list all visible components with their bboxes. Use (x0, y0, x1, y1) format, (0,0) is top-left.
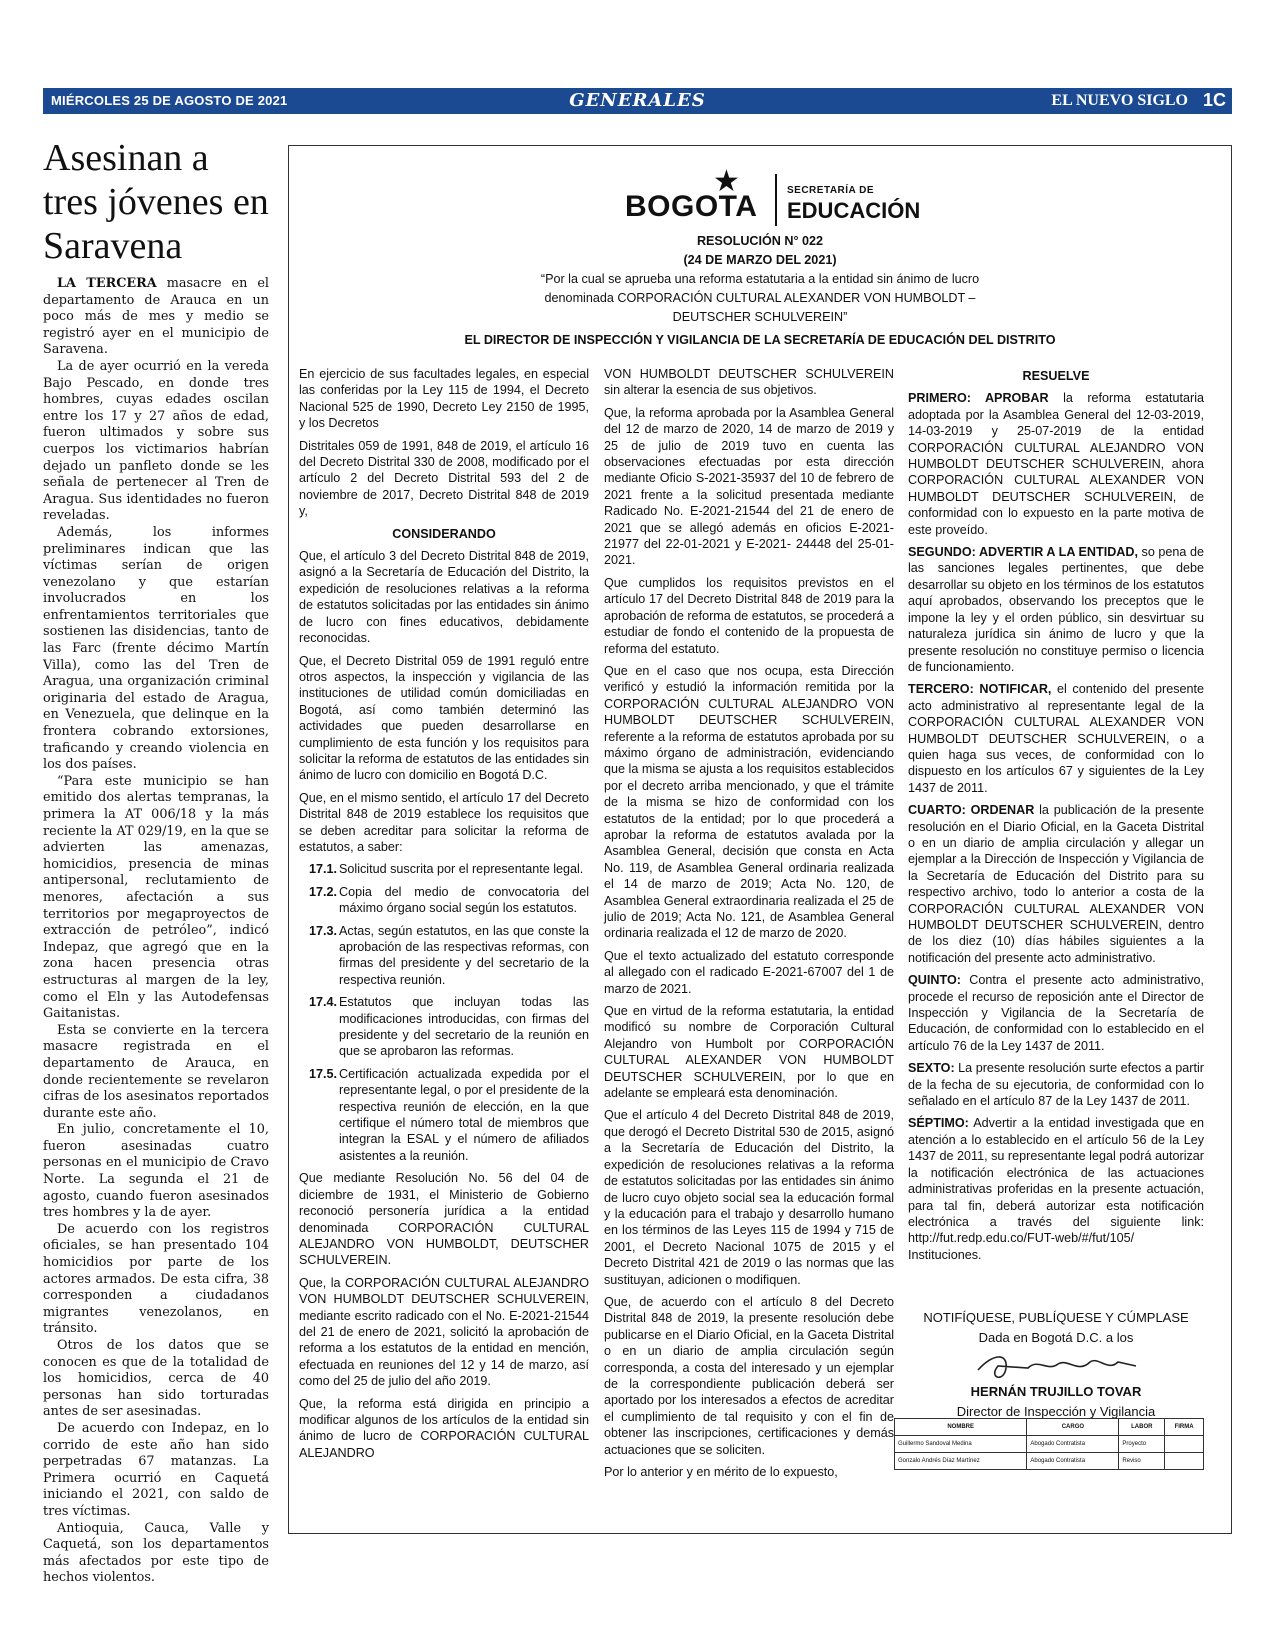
preamble: Distritales 059 de 1991, 848 de 2019, el artículo 16 del Decreto Distrital 330 de 2008, modificado por el artículo 2 del Decreto Distrital 593 del 2 de noviembre de 2017, Decreto Distrital 848 de 2019 y, (299, 438, 589, 519)
logo-divider (775, 174, 777, 226)
resolution-column-1 (299, 366, 589, 1467)
article-text: so pena de las sanciones legales pertinentes, que debe desarrollar su objeto en los términos de los estatutos aquí aprobados, observando los preceptos que le impone la ley y el orden público, sin desvirtuar su naturaleza jurídica sin ánimo de lucro y que la presente resolución no constituye permiso o licencia de funcionamiento. (908, 545, 1205, 674)
article-tercero (908, 681, 1204, 796)
article-cuarto (908, 802, 1204, 966)
closing-formula: NOTIFÍQUESE, PUBLÍQUESE Y CÚMPLASE (923, 1310, 1189, 1325)
requirement-text: Solicitud suscrita por el representante legal. (339, 862, 584, 877)
considerando-paragraph: Que, de acuerdo con el artículo 8 del Decreto Distrital 848 de 2019, la presente resolución debe publicarse en el Diario Oficial, en la Gaceta Distrital o en un diario de amplia circulación según corresponda, a costa del interesado y un ejemplar de la correspondiente publicación deberá ser aportado por los interesados a efectos de acreditar el cumplimiento de tal requisito y con el fin de obtener las inscripciones, certificaciones y demás actuaciones que se soliciten. (604, 1294, 894, 1457)
story-paragraph: Esta se convierte en la tercera masacre registrada en el departamento de Arauca, en donde recientemente se revelaron cifras de los asesinatos reportados durante este año. (43, 1022, 269, 1121)
considerando-paragraph: Que mediante Resolución No. 56 del 04 de diciembre de 1931, el Ministerio de Gobierno reconoció personería jurídica a la entidad denominada CORPORACIÓN CULTURAL ALEJANDRO VON HUMBOLDT, DEUTSCHER SCHULVEREIN. (299, 1171, 589, 1268)
article-label: QUINTO: (908, 973, 961, 988)
table-header: FIRMA (1165, 1419, 1204, 1436)
table-header: LABOR (1119, 1419, 1165, 1436)
considerando-paragraph: Por lo anterior y en mérito de lo expuesto, (604, 1465, 838, 1479)
article-label: SÉPTIMO: (908, 1116, 969, 1131)
considerando-paragraph: Que, la CORPORACIÓN CULTURAL ALEJANDRO VON HUMBOLDT DEUTSCHER SCHULVEREIN, mediante escrito radicado con el No. E-2021-21544 del 21 de enero de 2021, solicitó la aprobación de reforma a los estatutos de la entidad en mención, efectuada en reuniones del 12 y 14 de marzo, así como del 25 de julio del año 2019. (299, 1275, 589, 1389)
requirement-item (299, 923, 589, 989)
handwritten-signature (908, 1348, 1204, 1382)
resolution-notice (288, 145, 1232, 1534)
considerando-paragraph: Que, la reforma está dirigida en principio a modificar algunos de los artículos de la entidad sin ánimo de lucro de CORPORACIÓN CULTURAL ALEJANDRO (299, 1396, 589, 1460)
article-text: la reforma estatutaria adoptada por la Asamblea General del 12-03-2019, 14-03-2019 y 25-07-2019 de la entidad CORPORACIÓN CULTURAL ALEJANDRO VON HUMBOLDT DEUTSCHER SCHULVEREIN, ahora CORPORACIÓN CULTURAL ALEXANDER VON HUMBOLDT DEUTSCHER SCHULVEREIN, de conformidad con lo expuesto en la parte motiva de este proveído. (908, 391, 1205, 537)
article-text: Contra el presente acto administrativo, procede el recurso de reposición ante el Director de Inspección y Vigilancia de la Secretaría de Educación, de conformidad con lo establecido en el artículo 76 de la Ley 1437 de 2011. (908, 973, 1204, 1053)
requirement-item (299, 994, 589, 1060)
article-label: TERCERO: NOTIFICAR, (908, 682, 1052, 697)
article-text: la publicación de la presente resolución en el Diario Oficial, en la Gaceta Distrital o en un diario de amplia circulación y allegar un ejemplar a la Dirección de Inspección y Vigilancia de la Secretaría de Educación del Distrito para su respectivo archivo, todo lo anterior a costa de la CORPORACIÓN CULTURAL ALEXANDER VON HUMBOLDT DEUTSCHER SCHULVEREIN, dentro de los diez (10) días hábiles siguientes a la notificación del presente acto administrativo. (908, 803, 1204, 965)
requirement-number: 17.4. (309, 995, 338, 1010)
requirement-item (299, 1066, 589, 1164)
article-label: SEXTO: (908, 1061, 955, 1076)
requirement-text: Copia del medio de convocatoria del máximo órgano social según los estatutos. (339, 884, 589, 916)
resolution-date: (24 DE MARZO DEL 2021) (683, 253, 837, 267)
requirement-item (299, 861, 589, 877)
review-table (894, 1418, 1204, 1470)
logo-educacion: EDUCACIÓN (787, 198, 921, 223)
article-quinto (908, 972, 1204, 1054)
resolution-subject-1: “Por la cual se aprueba una reforma estatutaria a la entidad sin ánimo de lucro (540, 272, 980, 286)
article-label: PRIMERO: APROBAR (908, 391, 1049, 406)
logo-city: BOGOTA (625, 190, 758, 223)
considerando-paragraph: Que el texto actualizado del estatuto corresponde al allegado con el radicado E-2021-67007 del 1 de marzo de 2021. (604, 948, 894, 996)
story-lead (43, 276, 269, 359)
considerando-paragraph: Que en el caso que nos ocupa, esta Dirección verificó y estudió la información remitida por la CORPORACIÓN CULTURAL ALEJANDRO VON HUMBOLDT DEUTSCHER SCHULVEREIN, referente a la reforma de estatutos aprobada por su máximo órgano de administración, evidenciando que la misma se ajusta a los requisitos establecidos por el decreto arriba mencionado, y que el trámite de la misma se hizo de conformidad con los estatutos de la entidad; por lo que procederá a aprobar la reforma de estatutos avalada por la Asamblea General, decisión que consta en Acta No. 119, de Asamblea General ordinaria realizada el 14 de marzo de 2019; Acta No. 120, de Asamblea General extraordinaria realizada el 25 de julio de 2019; Acta No. 121, de Asamblea General ordinaria realizada el 12 de marzo de 2020. (604, 663, 894, 941)
resolution-column-2 (604, 366, 894, 1486)
considerando-paragraph: VON HUMBOLDT DEUTSCHER SCHULVEREIN sin alterar la esencia de sus objetivos. (604, 367, 894, 398)
requirement-item (299, 884, 589, 917)
news-story (43, 136, 269, 1587)
masthead (43, 88, 1232, 114)
story-paragraph: De acuerdo con Indepaz, en lo corrido de este año han sido perpetradas 67 matanzas. La Primera ocurrió en Caquetá iniciando el 2021, con saldo de tres víctimas. (43, 1420, 269, 1519)
requirement-text: Certificación actualizada expedida por el representante legal, o por el presidente de la respectiva reunión de elección, en la que certifique el número total de miembros que integran la ESAL y el número de afiliados asistentes a la reunión. (339, 1066, 589, 1163)
bogota-education-logo (625, 160, 925, 230)
story-paragraph: De acuerdo con los registros oficiales, se han presentado 104 homicidios por parte de los actores armados. De esta cifra, 38 corresponden a ciudadanos migrantes venezolanos, en tránsito. (43, 1221, 269, 1337)
table-cell (1165, 1453, 1204, 1470)
logo-secretaria: SECRETARÍA DE (787, 185, 875, 196)
story-paragraph: Antioquia, Cauca, Valle y Caquetá, son los departamentos más afectados por este tipo de hechos violentos. (43, 1520, 269, 1586)
signer-role: Director de Inspección y Vigilancia (956, 1404, 1156, 1419)
table-header: CARGO (1027, 1419, 1119, 1436)
article-text: La presente resolución surte efectos a partir de la fecha de su ejecutoria, de conformidad con lo señalado en el artículo 87 de la Ley 1437 de 2011. (908, 1061, 1204, 1109)
story-headline: Asesinan a tres jóvenes en Saravena (43, 137, 269, 267)
article-segundo (908, 544, 1204, 675)
story-paragraph: La de ayer ocurrió en la vereda Bajo Pescado, en donde tres hombres, cuyas edades oscilan entre los 17 y 27 años de edad, fueron ultimados y sobre sus cuerpos los victimarios habrían dejado un panfleto donde se les señala de pertenecer al Tren de Aragua. Sus identidades no fueron reveladas. (43, 358, 269, 524)
requirement-number: 17.1. (309, 862, 338, 877)
article-text: el contenido del presente acto administrativo al representante legal de la CORPORACIÓN CULTURAL ALEXANDER VON HUMBOLDT DEUTSCHER SCHULVEREIN, o a quien haga sus veces, de conformidad con lo dispuesto en los artículos 67 y siguientes de la Ley 1437 de 2011. (908, 682, 1205, 795)
signer-name: HERNÁN TRUJILLO TOVAR (970, 1384, 1142, 1399)
section-name: GENERALES (569, 90, 706, 111)
article-text: Advertir a la entidad investigada que en atención a lo establecido en el artículo 56 de la Ley 1437 de 2011, su representante legal podrá autorizar la notificación electrónica de las actuaciones administrativas proferidas en la presente actuación, para tal fin, deberá autorizar esta notificación electrónica a través del siguiente link: http://fut.redp.edu.co/FUT-web/#/fut/105/ Instituciones. (908, 1116, 1204, 1262)
table-row (895, 1453, 1204, 1470)
story-paragraph: Otros de los datos que se conocen es que de la totalidad de los homicidios, cerca de 40 personas han sido torturadas antes de ser asesinadas. (43, 1338, 269, 1420)
considerando-paragraph: Que, la reforma aprobada por la Asamblea General del 12 de marzo de 2020, 14 de marzo de 2019 y 25 de julio de 2019 tuvo en cuenta las observaciones efectuadas por esta dirección mediante Oficio S-2021-35937 del 10 de febrero de 2021 frente a la solicitud presentada mediante Radicado No. E-2021-21544 del 21 de enero de 2021 que se allegó además en oficios E-2021-21977 del 22-01-2021 y E-2021- 24448 del 25-01-2021. (604, 405, 894, 568)
newspaper-name: EL NUEVO SIGLO (1051, 92, 1188, 109)
table-cell (1165, 1436, 1204, 1453)
lead-word: LA TERCERA (57, 276, 157, 291)
article-septimo (908, 1115, 1204, 1263)
considerando-paragraph: Que, el Decreto Distrital 059 de 1991 reguló entre otros aspectos, la inspección y vigilancia de las instituciones de utilidad común domiciliadas en Bogotá, así como también determinó las actividades que pueden desarrollarse en cumplimiento de esta función y los requisitos para solicitar la reforma de estatutos de las entidades sin ánimo de lucro con domicilio en Bogotá D.C. (299, 653, 589, 783)
lead-text: masacre en el departamento de Arauca en un poco más de mes y medio se registró ayer en el municipio de Saravena. (43, 276, 269, 358)
issue-place: Dada en Bogotá D.C. a los (978, 1330, 1134, 1345)
table-cell: Proyecto (1119, 1436, 1165, 1453)
star-icon: ★ (713, 165, 740, 198)
table-cell: Guillermo Sandoval Medina (895, 1436, 1027, 1453)
story-paragraph: Además, los informes preliminares indican que las víctimas serían de origen venezolano y que estarían involucrados en los enfrentamientos territoriales que sostienen las disidencias, tanto de las Farc (frente décimo Martín Villa), como las del Tren de Aragua, una organización criminal originaria del estado de Aragua, en Venezuela, que delinque en la frontera cobrando extorsiones, traficando y creando violencia en los dos países. (43, 524, 269, 773)
article-primero (908, 390, 1204, 538)
considerando-heading: CONSIDERANDO (392, 526, 496, 541)
table-cell: Reviso (1119, 1453, 1165, 1470)
resolution-column-3 (908, 366, 1204, 1269)
considerando-paragraph: Que el artículo 4 del Decreto Distrital 848 de 2019, que derogó el Decreto Distrital 530 de 2015, asignó a la Secretaría de Educación del Distrito, la expedición de resoluciones relativas a la reforma de estatutos solicitadas por las entidades sin ánimo de lucro cuyo objeto social sea la educación formal y la educación para el trabajo y desarrollo humano en los términos de las Leyes 115 de 1994 y 715 de 2001, el Decreto Nacional 1075 de 2015 y el Decreto Distrital 421 de 2019 o las normas que las sustituyan, adicionen o modifiquen. (604, 1108, 894, 1287)
resolution-subject-3: DEUTSCHER SCHULVEREIN” (672, 310, 848, 324)
table-cell: Abogado Contratista (1027, 1453, 1119, 1470)
article-label: SEGUNDO: ADVERTIR A LA ENTIDAD, (908, 545, 1138, 560)
considerando-paragraph: Que en virtud de la reforma estatutaria, la entidad modificó su nombre de Corporación Cultural Alejandro von Humbolt por CORPORACIÓN CULTURAL ALEXANDER VON HUMBOLDT DEUTSCHER SCHULVEREIN, por lo que en adelante se empleará esta denominación. (604, 1004, 894, 1101)
story-paragraph: “Para este municipio se han emitido dos alertas tempranas, la primera la AT 006/18 y la más reciente la AT 029/19, en la que se advierten las amenazas, homicidios, presencia de minas antipersonal, reclutamiento de menores, afectación a sus territorios por megaproyectos de extracción de petróleo”, indicó Indepaz, que agregó que en la zona hacen presencia otras estructuras al margen de la ley, como el Eln y las Autodefensas Gaitanistas. (43, 773, 269, 1022)
table-cell: Abogado Contratista (1027, 1436, 1119, 1453)
issue-date: MIÉRCOLES 25 DE AGOSTO DE 2021 (51, 93, 288, 108)
story-paragraph: En julio, concretamente el 10, fueron asesinadas cuatro personas en el municipio de Cravo Norte. La segunda el 21 de agosto, cuando fueron asesinados tres hombres y la de ayer. (43, 1122, 269, 1221)
article-label: CUARTO: ORDENAR (908, 803, 1035, 818)
table-row (895, 1436, 1204, 1453)
resolution-header (289, 232, 1231, 350)
requirement-text: Actas, según estatutos, en las que conste la aprobación de las respectivas reformas, con firmas del presidente y del secretario de la respectiva reunión. (339, 923, 589, 987)
considerando-paragraph: Que cumplidos los requisitos previstos en el artículo 17 del Decreto Distrital 848 de 2019 para la aprobación de reforma de estatutos, se procederá a estudiar de fondo el contenido de la propuesta de reforma del estatuto. (604, 575, 894, 656)
requirement-number: 17.2. (309, 884, 338, 899)
signature-block (908, 1308, 1204, 1422)
requirement-number: 17.5. (309, 1066, 338, 1081)
director-heading: EL DIRECTOR DE INSPECCIÓN Y VIGILANCIA DE LA SECRETARÍA DE EDUCACIÓN DEL DISTRITO (464, 333, 1056, 347)
page-number: 1C (1202, 90, 1226, 110)
considerando-paragraph: Que, el artículo 3 del Decreto Distrital 848 de 2019, asignó a la Secretaría de Educación del Distrito, la expedición de resoluciones relativas a la reforma de estatutos solicitadas por las entidades sin ánimo de lucro con fines educativos, debidamente reconocidas. (299, 549, 589, 646)
table-cell: Gonzalo Andrés Díaz Martínez (895, 1453, 1027, 1470)
article-sexto (908, 1060, 1204, 1109)
table-header: NOMBRE (895, 1419, 1027, 1436)
resuelve-heading: RESUELVE (1022, 369, 1090, 383)
resolution-number: RESOLUCIÓN N° 022 (696, 234, 824, 248)
requirement-number: 17.3. (309, 923, 338, 938)
considerando-paragraph: Que, en el mismo sentido, el artículo 17 del Decreto Distrital 848 de 2019 establece los requisitos que se deben acreditar para solicitar la reforma de estatutos, a saber: (299, 790, 589, 854)
preamble: En ejercicio de sus facultades legales, en especial las conferidas por la Ley 115 de 1994, el Decreto Nacional 525 de 1990, Decreto Ley 2150 de 1995, y los Decretos (299, 367, 589, 431)
requirement-text: Estatutos que incluyan todas las modificaciones introducidas, con firmas del presidente y del secretario de la reunión en que se aprobaron las reformas. (339, 995, 589, 1059)
resolution-subject-2: denominada CORPORACIÓN CULTURAL ALEXANDER VON HUMBOLDT – (544, 291, 976, 305)
